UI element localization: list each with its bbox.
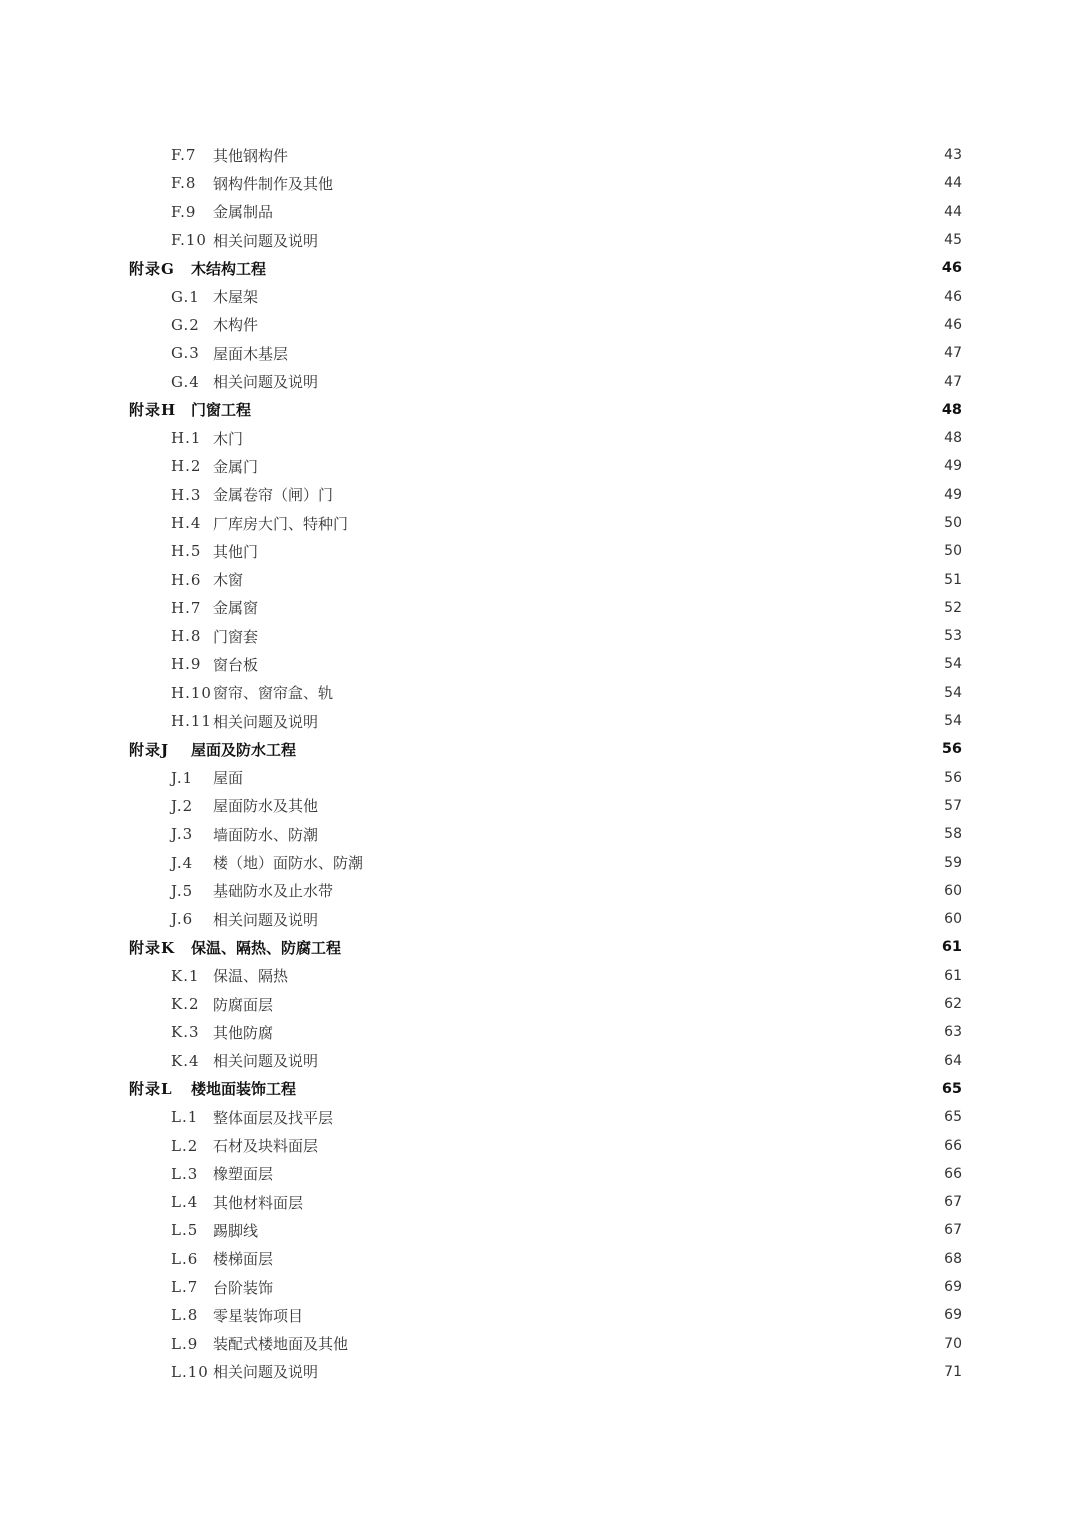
dot-leader xyxy=(262,290,940,304)
toc-entry-title: 装配式楼地面及其他 xyxy=(213,1335,349,1354)
toc-entry-number: J.3 xyxy=(171,825,194,844)
dot-leader xyxy=(247,771,940,785)
toc-entry-title: 金属卷帘（闸）门 xyxy=(213,486,334,505)
toc-entry-title: 金属门 xyxy=(213,457,259,476)
toc-section-entry xyxy=(0,537,1080,565)
dot-leader xyxy=(322,233,940,247)
toc-section-entry xyxy=(0,452,1080,480)
toc-entry-page-number: 61 xyxy=(944,967,962,984)
toc-entry-number: H.4 xyxy=(171,514,202,532)
toc-section-entry xyxy=(0,1188,1080,1216)
dot-leader xyxy=(322,912,940,926)
toc-section-entry xyxy=(0,1103,1080,1131)
dot-leader xyxy=(322,827,940,841)
dot-leader xyxy=(277,1167,940,1181)
dot-leader xyxy=(262,318,940,332)
toc-entry-number: L.5 xyxy=(171,1221,199,1240)
toc-section-entry xyxy=(0,1018,1080,1046)
toc-entry-page-number: 60 xyxy=(944,882,962,899)
toc-entry-title: 基础防水及止水带 xyxy=(213,882,334,901)
toc-section-entry xyxy=(0,622,1080,650)
toc-entry-title: 屋面防水及其他 xyxy=(213,797,319,816)
toc-entry-number: 附录G xyxy=(129,259,175,278)
toc-entry-page-number: 56 xyxy=(941,741,962,758)
toc-entry-title: 相关问题及说明 xyxy=(213,910,319,929)
toc-section-entry xyxy=(0,848,1080,876)
toc-entry-title: 窗台板 xyxy=(213,655,259,674)
toc-entry-number: 附录K xyxy=(129,938,176,957)
toc-section-entry xyxy=(0,1160,1080,1188)
toc-entry-page-number: 47 xyxy=(944,373,962,390)
toc-entry-page-number: 54 xyxy=(944,656,962,673)
toc-entry-number: 附录L xyxy=(129,1080,173,1099)
dot-leader xyxy=(322,375,940,389)
toc-entry-page-number: 48 xyxy=(941,401,962,418)
toc-entry-title: 金属制品 xyxy=(213,203,274,222)
dot-leader xyxy=(292,346,940,360)
toc-entry-page-number: 70 xyxy=(944,1335,962,1352)
dot-leader xyxy=(300,742,938,756)
toc-section-entry xyxy=(0,424,1080,452)
toc-section-entry xyxy=(0,565,1080,593)
toc-section-entry xyxy=(0,311,1080,339)
toc-entry-page-number: 60 xyxy=(944,911,962,928)
toc-entry-title: 保温、隔热 xyxy=(213,967,289,986)
toc-section-entry xyxy=(0,962,1080,990)
dot-leader xyxy=(277,205,940,219)
toc-entry-title: 墙面防水、防潮 xyxy=(213,825,319,844)
toc-entry-title: 其他门 xyxy=(213,542,259,561)
toc-entry-title: 木门 xyxy=(213,429,244,448)
toc-entry-page-number: 50 xyxy=(944,543,962,560)
toc-entry-number: H.8 xyxy=(171,627,202,646)
toc-entry-page-number: 69 xyxy=(944,1307,962,1324)
toc-entry-page-number: 52 xyxy=(944,599,962,616)
dot-leader xyxy=(262,1223,940,1237)
toc-entry-title: 木窗 xyxy=(213,571,244,590)
toc-entry-number: L.3 xyxy=(171,1164,199,1183)
dot-leader xyxy=(292,969,940,983)
toc-entry-title: 楼地面装饰工程 xyxy=(191,1080,297,1099)
dot-leader xyxy=(247,431,940,445)
dot-leader xyxy=(337,686,940,700)
dot-leader xyxy=(345,940,938,954)
toc-entry-number: H.1 xyxy=(171,429,202,448)
toc-entry-number: L.9 xyxy=(171,1334,199,1353)
toc-entry-page-number: 58 xyxy=(944,826,962,843)
toc-entry-title: 木结构工程 xyxy=(191,259,267,278)
toc-entry-title: 橡塑面层 xyxy=(213,1165,274,1184)
toc-section-entry xyxy=(0,650,1080,678)
toc-entry-page-number: 61 xyxy=(941,939,962,956)
toc-entry-title: 相关问题及说明 xyxy=(213,712,319,731)
toc-section-entry xyxy=(0,905,1080,933)
toc-section-entry xyxy=(0,1047,1080,1075)
dot-leader xyxy=(322,1365,940,1379)
dot-leader xyxy=(262,459,940,473)
toc-entry-number: K.1 xyxy=(171,966,200,985)
toc-entry-number: H.10 xyxy=(171,683,212,702)
toc-entry-title: 屋面木基层 xyxy=(213,344,289,363)
toc-section-entry xyxy=(0,594,1080,622)
toc-entry-number: G.4 xyxy=(171,372,200,391)
toc-entry-title: 钢构件制作及其他 xyxy=(213,174,334,193)
toc-section-entry xyxy=(0,339,1080,367)
toc-entry-title: 石材及块料面层 xyxy=(213,1137,319,1156)
toc-appendix-entry xyxy=(0,933,1080,961)
toc-entry-number: J.1 xyxy=(171,768,194,787)
toc-entry-page-number: 66 xyxy=(944,1165,962,1182)
dot-leader xyxy=(322,1139,940,1153)
dot-leader xyxy=(300,1082,938,1096)
toc-section-entry xyxy=(0,1301,1080,1329)
dot-leader xyxy=(277,1280,940,1294)
toc-entry-title: 门窗工程 xyxy=(191,401,252,420)
toc-section-entry xyxy=(0,990,1080,1018)
toc-entry-number: F.7 xyxy=(171,146,197,165)
toc-entry-page-number: 56 xyxy=(944,769,962,786)
dot-leader xyxy=(322,714,940,728)
toc-entry-page-number: 49 xyxy=(944,458,962,475)
toc-entry-number: H.7 xyxy=(171,598,202,617)
toc-entry-number: L.10 xyxy=(171,1362,209,1381)
toc-entry-title: 其他材料面层 xyxy=(213,1193,304,1212)
toc-entry-page-number: 47 xyxy=(944,345,962,362)
toc-section-entry xyxy=(0,1216,1080,1244)
toc-entry-title: 台阶装饰 xyxy=(213,1278,274,1297)
dot-leader xyxy=(292,148,940,162)
toc-entry-number: H.9 xyxy=(171,655,202,674)
toc-section-entry xyxy=(0,877,1080,905)
toc-entry-page-number: 44 xyxy=(944,175,962,192)
toc-entry-page-number: 64 xyxy=(944,1052,962,1069)
dot-leader xyxy=(352,1337,940,1351)
toc-entry-number: G.2 xyxy=(171,315,200,334)
toc-entry-number: H.6 xyxy=(171,570,202,589)
toc-section-entry xyxy=(0,198,1080,226)
toc-entry-page-number: 48 xyxy=(944,430,962,447)
toc-entry-number: K.2 xyxy=(171,995,200,1014)
toc-entry-number: L.8 xyxy=(171,1306,199,1325)
toc-entry-page-number: 43 xyxy=(944,147,962,164)
toc-entry-page-number: 65 xyxy=(944,1109,962,1126)
toc-entry-number: J.5 xyxy=(171,881,194,900)
toc-entry-title: 楼（地）面防水、防潮 xyxy=(213,854,364,873)
dot-leader xyxy=(337,488,940,502)
toc-section-entry xyxy=(0,509,1080,537)
toc-entry-page-number: 46 xyxy=(944,316,962,333)
toc-section-entry xyxy=(0,764,1080,792)
dot-leader xyxy=(352,516,940,530)
toc-entry-title: 木屋架 xyxy=(213,288,259,307)
toc-entry-page-number: 71 xyxy=(944,1363,962,1380)
dot-leader xyxy=(337,176,940,190)
toc-section-entry xyxy=(0,792,1080,820)
toc-entry-number: H.2 xyxy=(171,457,202,476)
toc-entry-title: 门窗套 xyxy=(213,627,259,646)
toc-entry-number: L.1 xyxy=(171,1108,199,1127)
toc-entry-title: 其他防腐 xyxy=(213,1023,274,1042)
toc-section-entry xyxy=(0,1245,1080,1273)
toc-entry-page-number: 62 xyxy=(944,996,962,1013)
toc-entry-title: 相关问题及说明 xyxy=(213,1052,319,1071)
toc-entry-page-number: 67 xyxy=(944,1194,962,1211)
toc-entry-page-number: 49 xyxy=(944,486,962,503)
toc-entry-number: G.1 xyxy=(171,287,200,306)
toc-entry-title: 防腐面层 xyxy=(213,995,274,1014)
toc-entry-number: F.8 xyxy=(171,174,197,193)
dot-leader xyxy=(277,1252,940,1266)
toc-section-entry xyxy=(0,1329,1080,1357)
dot-leader xyxy=(277,997,940,1011)
toc-entry-number: 附录H xyxy=(129,401,177,420)
dot-leader xyxy=(307,1195,940,1209)
toc-entry-title: 窗帘、窗帘盒、轨 xyxy=(213,684,334,703)
dot-leader xyxy=(262,544,940,558)
toc-entry-page-number: 54 xyxy=(944,684,962,701)
toc-entry-number: H.5 xyxy=(171,542,202,561)
dot-leader xyxy=(337,1110,940,1124)
toc-section-entry xyxy=(0,282,1080,310)
toc-entry-number: H.11 xyxy=(171,712,212,731)
toc-entry-page-number: 46 xyxy=(941,260,962,277)
toc-section-entry xyxy=(0,141,1080,169)
toc-section-entry xyxy=(0,481,1080,509)
toc-entry-title: 零星装饰项目 xyxy=(213,1306,304,1325)
dot-leader xyxy=(337,884,940,898)
toc-entry-title: 楼梯面层 xyxy=(213,1250,274,1269)
toc-entry-title: 保温、隔热、防腐工程 xyxy=(191,938,342,957)
toc-entry-page-number: 63 xyxy=(944,1024,962,1041)
toc-entry-title: 相关问题及说明 xyxy=(213,1363,319,1382)
toc-entry-page-number: 54 xyxy=(944,713,962,730)
dot-leader xyxy=(307,1308,940,1322)
toc-entry-number: H.3 xyxy=(171,485,202,504)
toc-appendix-entry xyxy=(0,254,1080,282)
toc-entry-page-number: 68 xyxy=(944,1250,962,1267)
toc-appendix-entry xyxy=(0,735,1080,763)
toc-entry-title: 相关问题及说明 xyxy=(213,373,319,392)
toc-entry-title: 木构件 xyxy=(213,316,259,335)
toc-entry-page-number: 50 xyxy=(944,515,962,531)
toc-entry-number: L.4 xyxy=(171,1193,199,1212)
toc-entry-page-number: 69 xyxy=(944,1279,962,1296)
toc-entry-page-number: 66 xyxy=(944,1137,962,1154)
toc-entry-title: 其他钢构件 xyxy=(213,146,289,165)
toc-entry-number: K.4 xyxy=(171,1051,200,1070)
toc-entry-title: 踢脚线 xyxy=(213,1221,259,1240)
toc-section-entry xyxy=(0,169,1080,197)
dot-leader xyxy=(262,629,940,643)
toc-entry-title: 相关问题及说明 xyxy=(213,231,319,250)
toc-entry-title: 整体面层及找平层 xyxy=(213,1108,334,1127)
toc-entry-number: J.6 xyxy=(171,910,194,929)
toc-section-entry xyxy=(0,1358,1080,1386)
toc-section-entry xyxy=(0,226,1080,254)
toc-entry-title: 厂库房大门、特种门 xyxy=(213,514,349,533)
dot-leader xyxy=(262,657,940,671)
toc-entry-page-number: 65 xyxy=(941,1080,962,1097)
toc-section-entry xyxy=(0,367,1080,395)
table-of-contents xyxy=(0,141,1080,1386)
toc-entry-number: J.2 xyxy=(171,796,194,815)
dot-leader xyxy=(322,1054,940,1068)
toc-entry-page-number: 51 xyxy=(944,571,962,588)
toc-entry-page-number: 44 xyxy=(944,203,962,220)
dot-leader xyxy=(255,403,938,417)
dot-leader xyxy=(322,799,940,813)
dot-leader xyxy=(247,573,940,587)
toc-entry-title: 金属窗 xyxy=(213,599,259,618)
toc-entry-page-number: 53 xyxy=(944,628,962,645)
toc-section-entry xyxy=(0,1273,1080,1301)
toc-entry-number: 附录J xyxy=(129,740,170,759)
toc-entry-number: J.4 xyxy=(171,853,194,872)
dot-leader xyxy=(270,261,938,275)
toc-entry-number: F.10 xyxy=(171,231,207,250)
toc-entry-title: 屋面 xyxy=(213,769,244,788)
toc-section-entry xyxy=(0,1131,1080,1159)
dot-leader xyxy=(367,856,940,870)
toc-entry-page-number: 45 xyxy=(944,232,962,249)
toc-entry-number: L.7 xyxy=(171,1278,199,1297)
toc-entry-page-number: 59 xyxy=(944,854,962,871)
toc-entry-number: G.3 xyxy=(171,344,200,363)
toc-section-entry xyxy=(0,707,1080,735)
toc-entry-page-number: 46 xyxy=(944,288,962,305)
toc-entry-number: K.3 xyxy=(171,1023,200,1042)
toc-entry-title: 屋面及防水工程 xyxy=(191,740,297,759)
toc-entry-page-number: 67 xyxy=(944,1222,962,1239)
toc-entry-number: L.6 xyxy=(171,1249,199,1268)
toc-section-entry xyxy=(0,679,1080,707)
toc-appendix-entry xyxy=(0,1075,1080,1103)
dot-leader xyxy=(277,1025,940,1039)
toc-entry-number: L.2 xyxy=(171,1136,199,1155)
toc-section-entry xyxy=(0,820,1080,848)
toc-entry-page-number: 57 xyxy=(944,797,962,814)
dot-leader xyxy=(262,601,940,615)
toc-appendix-entry xyxy=(0,396,1080,424)
toc-entry-number: F.9 xyxy=(171,202,197,221)
